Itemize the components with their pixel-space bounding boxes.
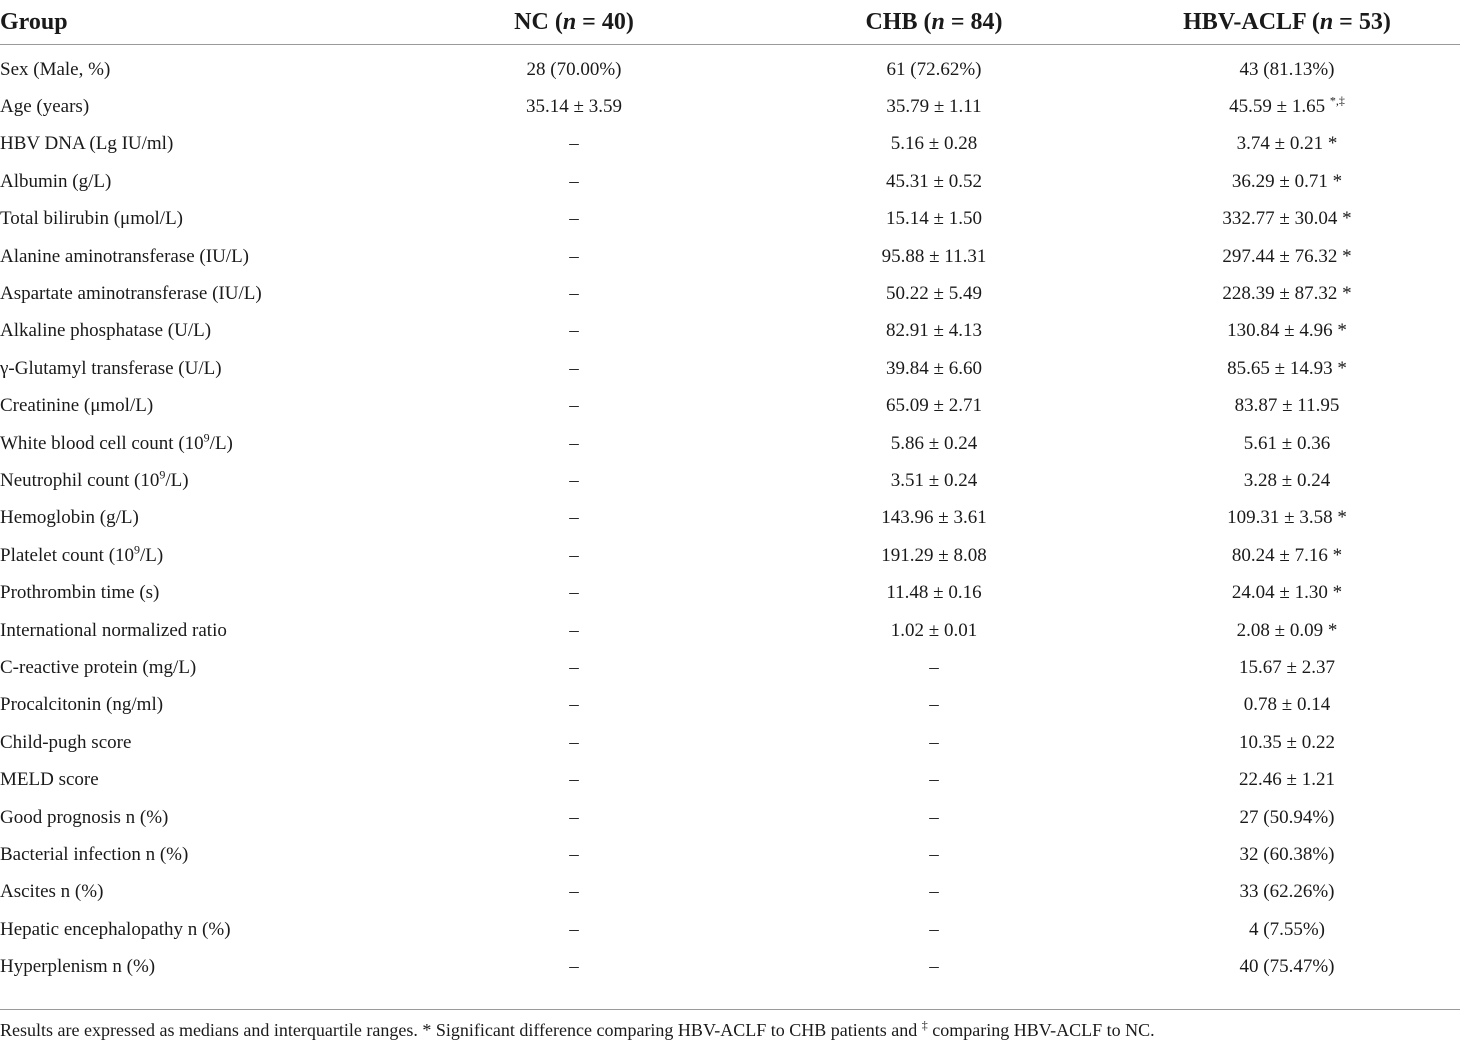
nc-value: – <box>569 918 579 940</box>
table-row <box>0 88 1460 125</box>
aclf-value: 24.04 ± 1.30 * <box>1231 582 1343 604</box>
nc-value: – <box>569 544 579 566</box>
row-label-exponent: 9 <box>159 467 166 482</box>
chb-value: 1.02 ± 0.01 <box>890 619 978 641</box>
header-chb-count: = 84) <box>944 8 1003 35</box>
chb-value: 35.79 ± 1.11 <box>886 96 982 118</box>
row-label: Alkaline phosphatase (U/L) <box>0 320 212 342</box>
nc-value: – <box>569 656 579 678</box>
row-label <box>0 462 394 499</box>
aclf-value: 36.29 ± 0.71 * <box>1231 170 1343 192</box>
aclf-value: 43 (81.13%) <box>1239 58 1335 80</box>
table-row <box>0 612 1460 649</box>
header-nc-n: n <box>562 8 577 35</box>
nc-value: – <box>569 731 579 753</box>
chb-value: – <box>929 806 939 828</box>
chb-value: – <box>929 656 939 678</box>
header-aclf: HBV-ACLF (n = 53) <box>1114 0 1460 45</box>
table-row <box>0 163 1460 200</box>
table-row <box>0 388 1460 425</box>
aclf-value <box>1114 88 1460 125</box>
row-label: Hemoglobin (g/L) <box>0 507 139 529</box>
nc-value: – <box>569 357 579 379</box>
chb-value: 15.14 ± 1.50 <box>886 208 982 230</box>
table-row <box>0 836 1460 873</box>
table-body <box>0 45 1460 986</box>
header-chb: CHB (n = 84) <box>754 0 1114 45</box>
row-label-exponent: 9 <box>134 542 141 557</box>
nc-value: – <box>569 694 579 716</box>
row-label: MELD score <box>0 769 99 791</box>
row-label: Child-pugh score <box>0 731 132 753</box>
aclf-value: 130.84 ± 4.96 * <box>1227 320 1347 342</box>
table-row <box>0 425 1460 462</box>
nc-value: – <box>569 619 579 641</box>
row-label-exponent: 9 <box>203 430 210 445</box>
nc-value: – <box>569 956 579 978</box>
row-label: Good prognosis n (%) <box>0 806 169 828</box>
aclf-value: 40 (75.47%) <box>1239 956 1335 978</box>
chb-value: – <box>929 918 939 940</box>
nc-value: – <box>569 395 579 417</box>
nc-value: – <box>569 283 579 305</box>
row-label-text: Platelet count (10 <box>0 544 135 566</box>
row-label-unit: /L) <box>140 544 164 566</box>
footnote-double-dagger: ‡ <box>921 1018 928 1032</box>
chb-value: 95.88 ± 11.31 <box>881 245 987 267</box>
aclf-value: 33 (62.26%) <box>1239 881 1335 903</box>
table-header <box>0 0 1460 45</box>
header-group: Group <box>0 0 394 45</box>
chb-value: 65.09 ± 2.71 <box>886 395 982 417</box>
row-label <box>0 425 394 462</box>
footnote-part1: Results are expressed as medians and interquartile ranges. * Significant difference comparing HBV-ACLF to CHB patients and <box>0 1020 922 1040</box>
nc-value: – <box>569 769 579 791</box>
table-row <box>0 911 1460 948</box>
row-label <box>0 537 394 574</box>
table-row <box>0 275 1460 312</box>
row-label: Prothrombin time (s) <box>0 582 160 604</box>
table-row <box>0 313 1460 350</box>
header-nc-name: NC <box>514 8 549 35</box>
row-label: Alanine aminotransferase (IU/L) <box>0 245 250 267</box>
row-label-unit: /L) <box>209 432 233 454</box>
aclf-value: 0.78 ± 0.14 <box>1243 694 1331 716</box>
nc-value: – <box>569 170 579 192</box>
table-row <box>0 687 1460 724</box>
nc-value: – <box>569 432 579 454</box>
table-row <box>0 462 1460 499</box>
aclf-value: 10.35 ± 0.22 <box>1239 731 1335 753</box>
row-label-text: White blood cell count (10 <box>0 432 204 454</box>
table-row <box>0 45 1460 89</box>
aclf-value: 4 (7.55%) <box>1249 918 1325 940</box>
aclf-value: 109.31 ± 3.58 * <box>1227 507 1347 529</box>
aclf-value: 85.65 ± 14.93 * <box>1227 357 1347 379</box>
row-label: Bacterial infection n (%) <box>0 843 189 865</box>
chb-value: 45.31 ± 0.52 <box>886 170 982 192</box>
table-row <box>0 574 1460 611</box>
nc-value: 35.14 ± 3.59 <box>526 96 622 118</box>
table-row <box>0 126 1460 163</box>
table-row <box>0 500 1460 537</box>
chb-value: – <box>929 843 939 865</box>
row-label: Aspartate aminotransferase (IU/L) <box>0 283 262 305</box>
chb-value: – <box>929 731 939 753</box>
aclf-value-text: 45.59 ± 1.65 <box>1229 96 1326 118</box>
nc-value: – <box>569 245 579 267</box>
nc-value: 28 (70.00%) <box>526 58 622 80</box>
header-nc: NC (n = 40) <box>394 0 754 45</box>
chb-value: 61 (72.62%) <box>886 58 982 80</box>
row-label: Hepatic encephalopathy n (%) <box>0 918 231 940</box>
header-chb-n: n <box>931 8 945 35</box>
row-label: Albumin (g/L) <box>0 170 112 192</box>
nc-value: – <box>569 843 579 865</box>
nc-value: – <box>569 507 579 529</box>
aclf-value: 15.67 ± 2.37 <box>1239 656 1335 678</box>
aclf-value: 83.87 ± 11.95 <box>1234 395 1340 417</box>
aclf-value: 2.08 ± 0.09 * <box>1236 619 1338 641</box>
chb-value: 39.84 ± 6.60 <box>886 357 982 379</box>
table-row <box>0 537 1460 574</box>
chb-value: – <box>929 769 939 791</box>
table-row <box>0 350 1460 387</box>
table-row <box>0 874 1460 911</box>
row-label: Sex (Male, %) <box>0 58 111 80</box>
table-row <box>0 201 1460 238</box>
row-label: Hyperplenism n (%) <box>0 956 156 978</box>
aclf-value: 80.24 ± 7.16 * <box>1231 544 1343 566</box>
row-label-unit: /L) <box>165 469 189 491</box>
aclf-value: 32 (60.38%) <box>1239 843 1335 865</box>
table-row <box>0 761 1460 798</box>
row-label: Creatinine (μmol/L) <box>0 395 154 417</box>
aclf-value: 3.28 ± 0.24 <box>1243 469 1331 491</box>
table-row <box>0 799 1460 836</box>
aclf-value: 297.44 ± 76.32 * <box>1222 245 1352 267</box>
nc-value: – <box>569 208 579 230</box>
row-label: HBV DNA (Lg IU/ml) <box>0 133 174 155</box>
chb-value: 82.91 ± 4.13 <box>886 320 982 342</box>
chb-value: 50.22 ± 5.49 <box>886 283 982 305</box>
table-row <box>0 948 1460 985</box>
aclf-value: 22.46 ± 1.21 <box>1239 769 1335 791</box>
header-aclf-name: HBV-ACLF <box>1183 8 1306 35</box>
header-nc-count: = 40) <box>576 8 634 35</box>
chb-value: 3.51 ± 0.24 <box>890 469 978 491</box>
aclf-value: 27 (50.94%) <box>1239 806 1335 828</box>
header-row <box>0 0 1460 45</box>
aclf-value: 3.74 ± 0.21 * <box>1236 133 1338 155</box>
header-aclf-count: = 53) <box>1333 8 1391 35</box>
row-label: γ-Glutamyl transferase (U/L) <box>0 357 222 379</box>
row-label: Total bilirubin (μmol/L) <box>0 208 183 230</box>
header-chb-name: CHB <box>865 8 918 35</box>
header-aclf-n: n <box>1319 8 1334 35</box>
chb-value: 5.86 ± 0.24 <box>890 432 978 454</box>
row-label: International normalized ratio <box>0 619 227 641</box>
row-label: Age (years) <box>0 96 90 118</box>
chb-value: 191.29 ± 8.08 <box>881 544 987 566</box>
chb-value: – <box>929 881 939 903</box>
chb-value: 5.16 ± 0.28 <box>890 133 978 155</box>
chb-value: – <box>929 956 939 978</box>
nc-value: – <box>569 881 579 903</box>
table-row <box>0 649 1460 686</box>
nc-value: – <box>569 582 579 604</box>
aclf-value: 5.61 ± 0.36 <box>1243 432 1331 454</box>
table-row <box>0 238 1460 275</box>
nc-value: – <box>569 133 579 155</box>
table-row <box>0 724 1460 761</box>
chb-value: – <box>929 694 939 716</box>
nc-value: – <box>569 469 579 491</box>
row-label: Ascites n (%) <box>0 881 104 903</box>
row-label: Procalcitonin (ng/ml) <box>0 694 164 716</box>
footnote-part2: comparing HBV-ACLF to NC. <box>927 1020 1155 1040</box>
aclf-value: 332.77 ± 30.04 * <box>1222 208 1352 230</box>
nc-value: – <box>569 806 579 828</box>
row-label-text: Neutrophil count (10 <box>0 469 160 491</box>
chb-value: 143.96 ± 3.61 <box>881 507 987 529</box>
aclf-value: 228.39 ± 87.32 * <box>1222 283 1352 305</box>
nc-value: – <box>569 320 579 342</box>
table-footnote <box>0 1009 1460 1041</box>
chb-value: 11.48 ± 0.16 <box>886 582 982 604</box>
row-label: C-reactive protein (mg/L) <box>0 656 197 678</box>
significance-mark: *,‡ <box>1329 93 1345 108</box>
